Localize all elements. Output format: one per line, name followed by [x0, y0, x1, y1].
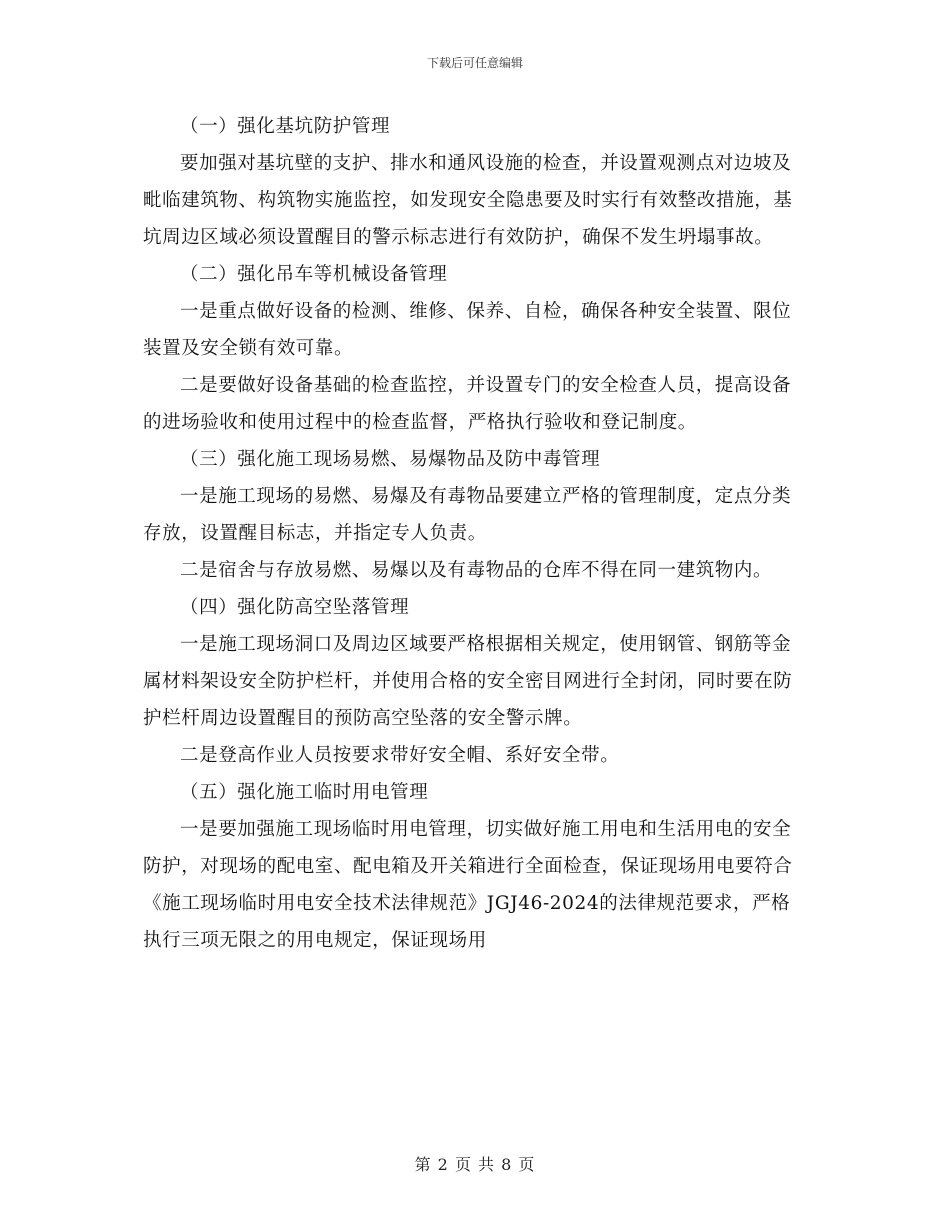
section-heading-4: （四）强化防高空坠落管理	[180, 597, 410, 618]
page-header-note: 下载后可任意编辑	[426, 56, 523, 70]
paragraph: 要加强对基坑壁的支护、排水和通风设施的检查，并设置观测点对边坡及毗临建筑物、构筑物实施监控，如发现安全隐患要及时实行有效整改措施，基坑周边区域必须设置醒目的警示标志进行有效防护，确保不发生坍塌事故。	[143, 153, 793, 248]
paragraph: 一是要加强施工现场临时用电管理，切实做好施工用电和生活用电的安全防护，对现场的配电室、配电箱及开关箱进行全面检查，保证现场用电要符合《施工现场临时用电安全技术法律规范》JGJ46-2024的法律规范要求，严格执行三项无限之的用电规定，保证现场用	[143, 819, 793, 951]
page-number-footer: 第 2 页 共 8 页	[414, 1155, 536, 1174]
section-heading-5: （五）强化施工临时用电管理	[180, 782, 429, 803]
paragraph: 二是宿舍与存放易燃、易爆以及有毒物品的仓库不得在同一建筑物内。	[180, 560, 773, 581]
section-heading-2: （二）强化吊车等机械设备管理	[180, 264, 448, 285]
section-heading-3: （三）强化施工现场易燃、易爆物品及防中毒管理	[180, 449, 601, 470]
paragraph: 一是重点做好设备的检测、维修、保养、自检，确保各种安全装置、限位装置及安全锁有效可靠。	[143, 301, 792, 359]
paragraph: 二是要做好设备基础的检查监控，并设置专门的安全检查人员，提高设备的进场验收和使用过程中的检查监督，严格执行验收和登记制度。	[143, 375, 792, 433]
paragraph: 一是施工现场的易燃、易爆及有毒物品要建立严格的管理制度，定点分类存放，设置醒目标志，并指定专人负责。	[143, 486, 792, 544]
section-heading-1: （一）强化基坑防护管理	[180, 116, 391, 137]
paragraph: 二是登高作业人员按要求带好安全帽、系好安全带。	[180, 745, 620, 766]
document-body	[143, 108, 803, 959]
paragraph: 一是施工现场洞口及周边区域要严格根据相关规定，使用钢管、钢筋等金属材料架设安全防护栏杆，并使用合格的安全密目网进行全封闭，同时要在防护栏杆周边设置醒目的预防高空坠落的安全警示牌。	[143, 634, 793, 729]
